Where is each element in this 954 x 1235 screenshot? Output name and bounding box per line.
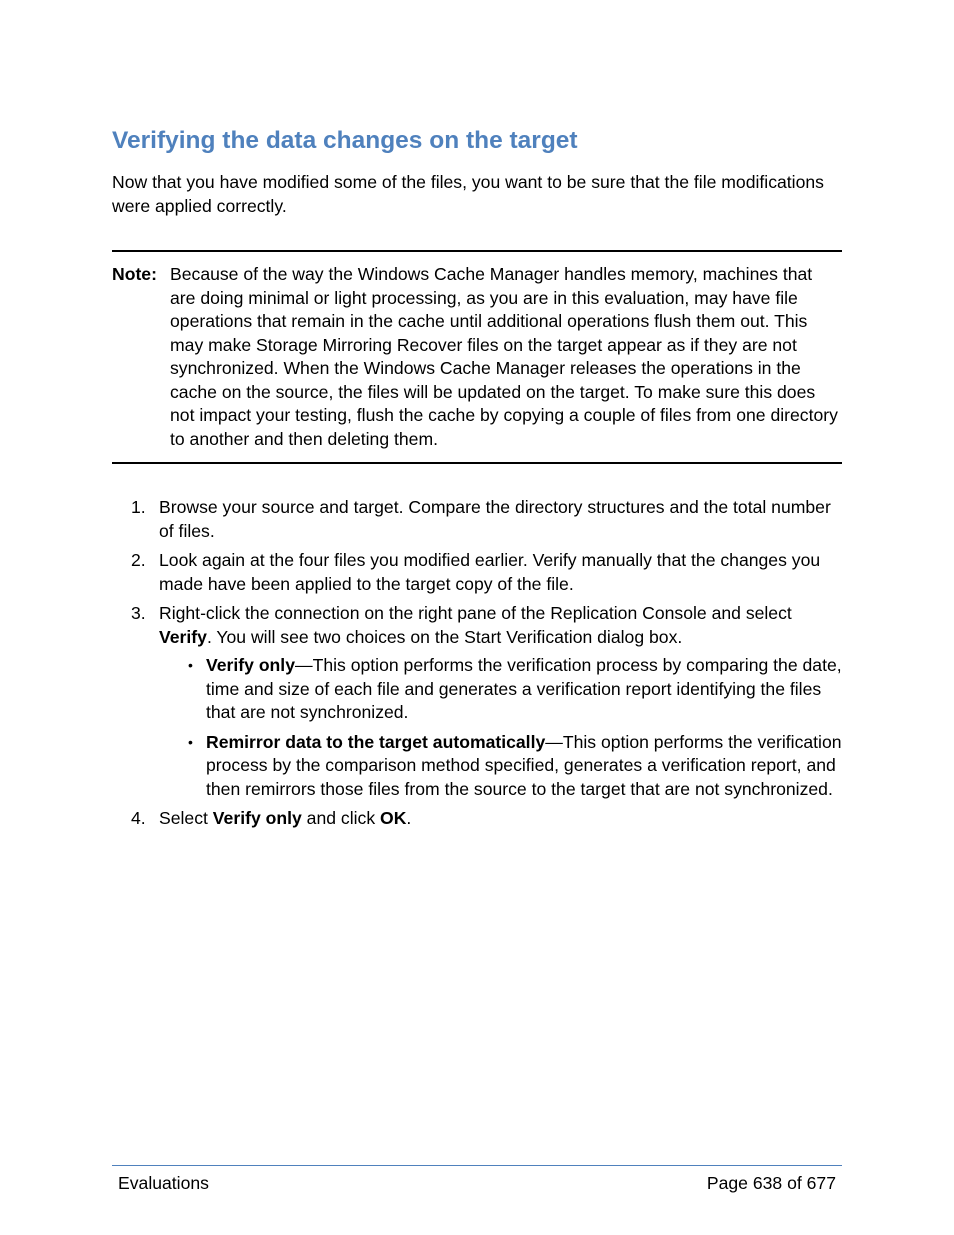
footer-section-name: Evaluations bbox=[118, 1173, 209, 1193]
bullet-icon: • bbox=[188, 657, 193, 673]
step-item bbox=[112, 549, 842, 596]
step-text: Look again at the four files you modified earlier. Verify manually that the changes you made have been applied to the target copy of the file. bbox=[159, 550, 821, 594]
step-bold-term: OK bbox=[380, 808, 407, 828]
step-text: Right-click the connection on the right pane of the Replication Console and select bbox=[159, 603, 792, 623]
step-text: Select bbox=[159, 808, 213, 828]
step-item bbox=[112, 602, 842, 801]
step-number: 4. bbox=[131, 808, 146, 828]
page-content bbox=[112, 124, 842, 837]
option-item bbox=[159, 731, 842, 802]
step-text: . You will see two choices on the Start Verification dialog box. bbox=[206, 626, 683, 647]
step-number: 2. bbox=[131, 550, 146, 570]
step-bold-term: Verify bbox=[159, 626, 207, 647]
step-text: and click bbox=[301, 808, 381, 828]
option-item bbox=[159, 654, 842, 725]
note-box bbox=[112, 250, 842, 464]
page-footer bbox=[112, 1165, 842, 1193]
options-list bbox=[159, 654, 842, 801]
steps-list bbox=[112, 496, 842, 831]
option-name: Verify only bbox=[206, 655, 295, 675]
footer-page-number: Page 638 of 677 bbox=[706, 1173, 836, 1193]
page-title: Verifying the data changes on the target bbox=[112, 127, 578, 154]
step-item bbox=[112, 496, 842, 543]
step-text: Browse your source and target. Compare the directory structures and the total number of files. bbox=[159, 497, 831, 541]
step-text: . bbox=[406, 808, 412, 828]
note-label: Note: bbox=[112, 264, 157, 284]
step-item bbox=[112, 807, 842, 831]
intro-paragraph: Now that you have modified some of the files, you want to be sure that the file modifications were applied correctly. bbox=[112, 172, 824, 216]
step-bold-term: Verify only bbox=[212, 808, 302, 828]
step-number: 1. bbox=[131, 497, 146, 517]
note-text: Because of the way the Windows Cache Manager handles memory, machines that are doing minimal or light processing, as you are in this evaluation, may have file operations that remain in the cache until additional operations flush them out. This may make Storage Mirroring Recover files on the target appear as if they are not synchronized. When the Windows Cache Manager releases the operations in the cache on the source, the files will be updated on the target. To make sure this does not impact your testing, flush the cache by copying a couple of files from one directory to another and then deleting them. bbox=[170, 264, 838, 449]
option-description: —This option performs the verification process by comparing the date, time and size of each file and generates a verification report identifying the files that are not synchronized. bbox=[206, 655, 842, 722]
step-number: 3. bbox=[131, 603, 146, 623]
option-description: —This option performs the verification process by the comparison method specified, generates a verification report, and then remirrors those files from the source to the target that are not synchronized. bbox=[206, 731, 842, 799]
option-name: Remirror data to the target automatically bbox=[206, 731, 546, 752]
bullet-icon: • bbox=[188, 733, 193, 750]
